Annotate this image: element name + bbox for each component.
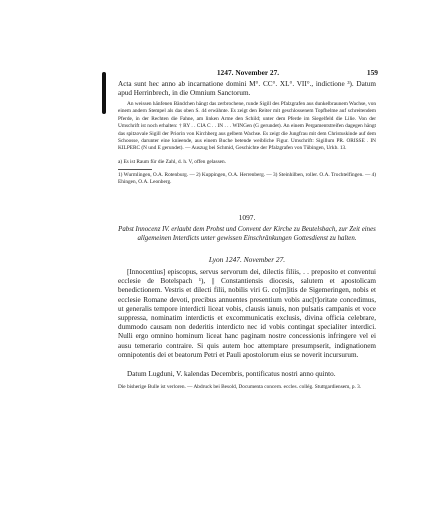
previous-text-end: Acta sunt hec anno ab incarnatione domini M°. CC°. XL°. VII°., indictione ³). Datum apud Herrinbrech, in die Omnium Sanctorum. xyxy=(118,80,376,98)
source-note: Die bisherige Bulle ist verloren. — Abdruck bei Besold, Documenta concern. eccles. collég. Stuttgardiensem, p. 3. xyxy=(118,384,362,390)
place-date: Lyon 1247. November 27. xyxy=(208,255,286,264)
document-number: 1097. xyxy=(238,213,256,222)
seal-description: An weissen hänfenen Bändchen hängt das zerbrochene, runde Sigill des Pfalzgrafen aus dunkelbraunem Wachse, von einem andern Stempel als das oben S. 44 erwähnte. Es zeigt den Reiter mit geschlossenem Topfhelme auf schreitendem Pferde, in der Rechten die Fahne, am linken Arme den Schild; unter dem Pferde im Siegelfeld die Lilie. Von der Umschrift ist noch erhalten: † RY . . CIA C . . IN . . . WINGen (G gerundet). An einem Pergamentstreifen dagegen hängt das spitzovale Sigill der Priorin von Kirchberg aus gelbem Wachse. Es zeigt die Jungfrau mit dem Christuskinde auf dem Schoosse, darunter eine knieende, aus einem Buche betende weibliche Figur. Umschrift: Sigillum PR. ORISSE . IN KILPERC (N und E gerundet). — Auszug bei Schmid, Geschichte der Pfalzgrafen von Tübingen, Urkb. 13. xyxy=(118,101,376,152)
page-number: 159 xyxy=(366,68,378,77)
running-header xyxy=(118,68,378,80)
footnotes: 1) Wurmlingen, O.A. Rotenburg. — 2) Kuppingen, O.A. Herrenberg. — 3) Steinhilben, roller. O.A. Trochtelfingen. — 4) Ehingen, O.A. Leonberg. xyxy=(118,172,376,186)
note-a: a) Es ist Raum für die Zahl, d. h. V, offen gelassen. xyxy=(118,159,226,165)
document-body: [Innocentius] episcopus, servus servorum dei, dilectis filiis, . . preposito et conventui ecclesie de Botelspach ¹), || Constantiensis diocesis, salutem et apostolicam benedictionem. Vestris et dilecti filii, nobilis viri G. co[m]itis de Sigemeringen, nobis et ecclesie Romane devoti, precibus annuentes presentium vobis auc[t]oritate concedimus, ut generalis tempore interdicti liceat vobis, clausis ianuis, non pulsatis campanis et voce suppressa, nominatim interdictis et excommunicatis exclusis, divina officia celebrare, dummodo causam non dederitis interdicto nec id vobis contingat specialiter interdici. Nulli ergo omnino hominum liceat hanc paginam nostre concessionis infringere vel ei ausu temerario contraire. Si quis autem hoc attemptare presumpserit, indignationem omnipotentis dei et beatorum Petri et Pauli apostolorum eius se noverit incursurum. xyxy=(118,268,376,359)
document-summary: Pabst Innocenz IV. erlaubt dem Probst und Convent der Kirche zu Beutelsbach, zur Zeit eines allgemeinen Interdicts unter gewissen Einschränkungen Gottesdienst zu halten. xyxy=(118,226,376,242)
datum-line: Datum Lugduni, V. kalendas Decembris, pontificatus nostri anno quinto. xyxy=(127,370,336,378)
running-title: 1247. November 27. xyxy=(216,68,280,77)
margin-mark xyxy=(102,72,106,114)
footnote-rule xyxy=(118,169,152,170)
